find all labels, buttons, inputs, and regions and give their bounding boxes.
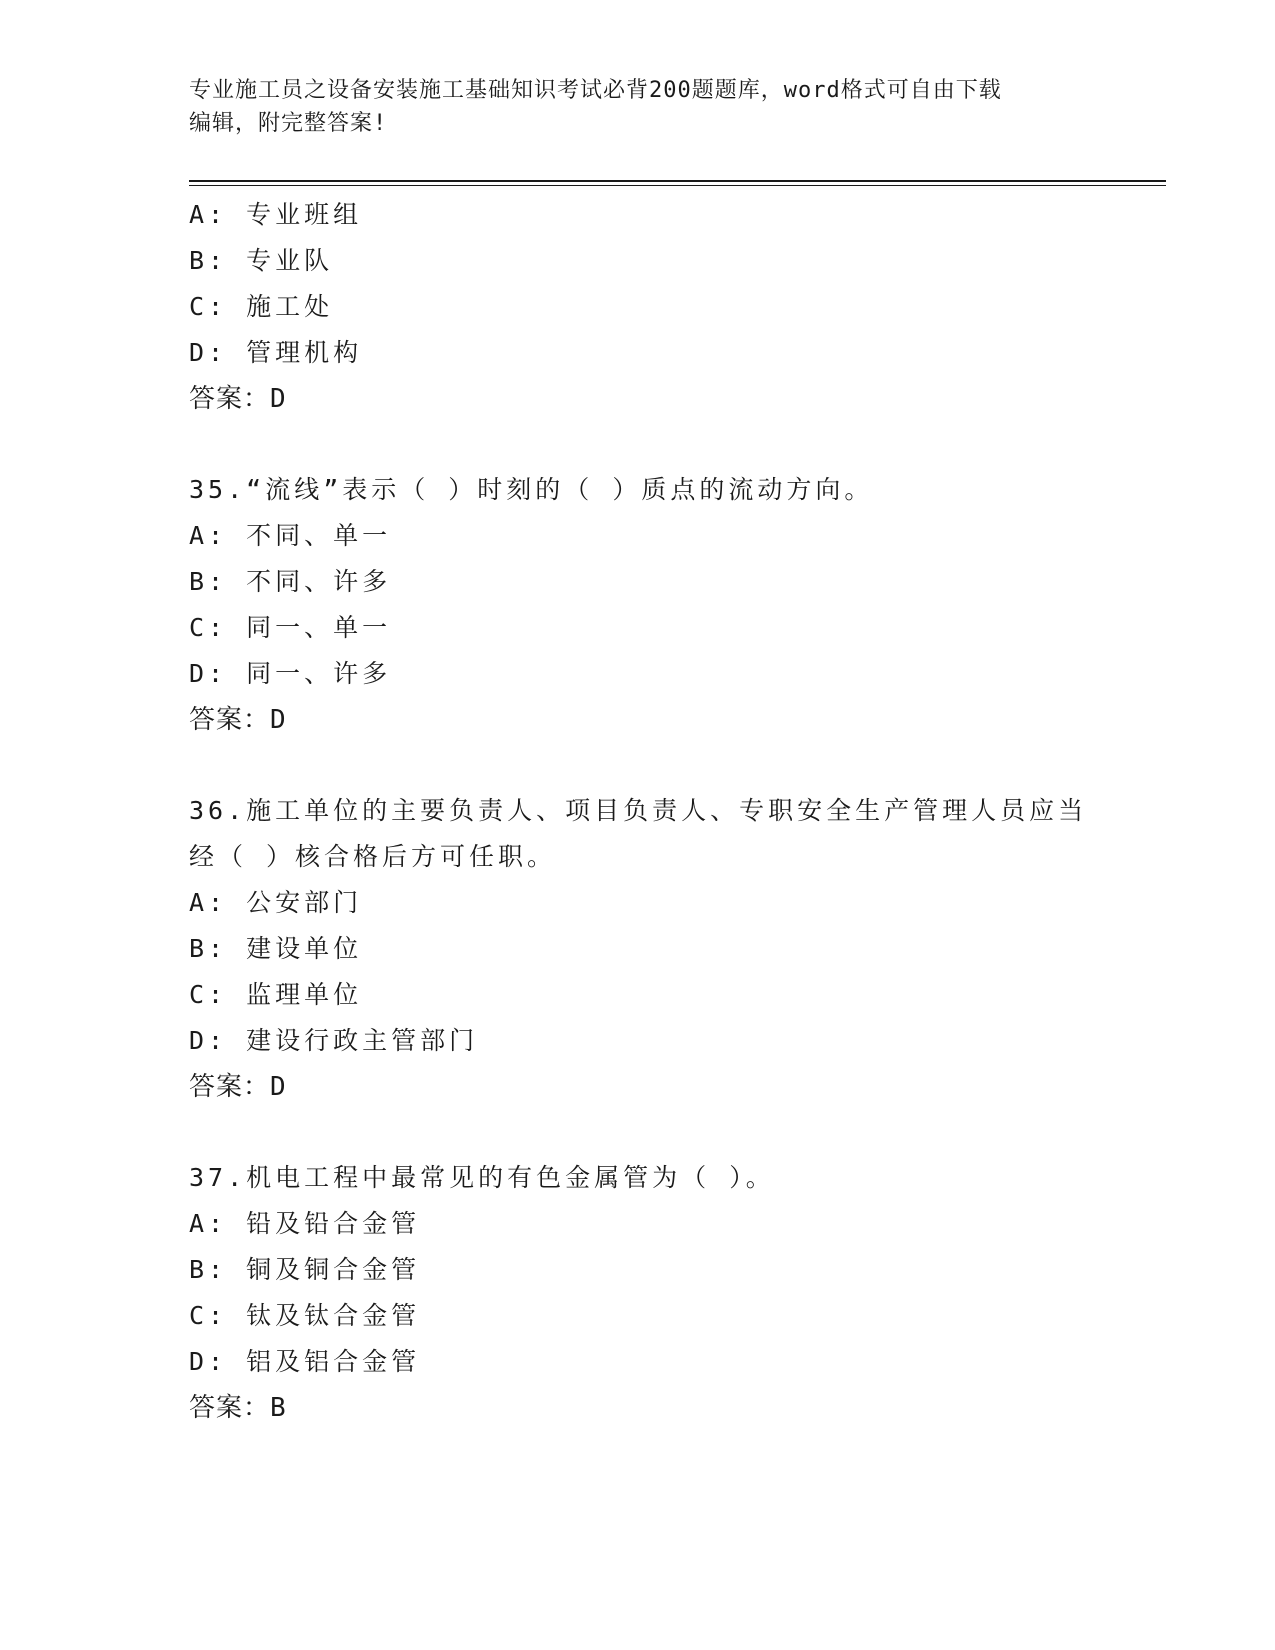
option-a: A: 公安部门	[189, 888, 363, 917]
question-36	[189, 788, 1169, 1110]
answer: 答案：D	[189, 384, 287, 414]
option-d: D: 管理机构	[189, 338, 363, 367]
question-35	[189, 467, 1169, 743]
question-stem-line2: 经（ ）核合格后方可任职。	[189, 842, 557, 871]
option-a: A: 专业班组	[189, 200, 363, 229]
option-a: A: 不同、单一	[189, 521, 392, 550]
option-b: B: 不同、许多	[189, 567, 392, 596]
option-b: B: 铜及铜合金管	[189, 1255, 421, 1284]
option-b: B: 专业队	[189, 246, 334, 275]
option-d: D: 建设行政主管部门	[189, 1026, 479, 1055]
question-stem: 37.机电工程中最常见的有色金属管为（ ）。	[189, 1163, 775, 1192]
option-b: B: 建设单位	[189, 934, 363, 963]
answer: 答案：D	[189, 705, 287, 735]
question-37	[189, 1155, 1169, 1431]
option-c: C: 同一、单一	[189, 613, 392, 642]
question-stem-line1: 36.施工单位的主要负责人、项目负责人、专职安全生产管理人员应当	[189, 796, 1088, 825]
question-list	[189, 192, 1169, 1431]
header-title-line1: 专业施工员之设备安装施工基础知识考试必背200题题库，word格式可自由下载	[189, 78, 1002, 103]
option-c: C: 监理单位	[189, 980, 363, 1009]
option-d: D: 铝及铝合金管	[189, 1347, 421, 1376]
answer: 答案：D	[189, 1072, 287, 1102]
header-divider-top	[189, 180, 1166, 182]
document-header	[189, 74, 1089, 140]
question-34	[189, 192, 1169, 422]
header-divider-bottom	[189, 185, 1166, 186]
question-stem: 35.“流线”表示（ ）时刻的（ ）质点的流动方向。	[189, 475, 874, 504]
header-title-line2: 编辑，附完整答案!	[189, 111, 388, 136]
option-d: D: 同一、许多	[189, 659, 392, 688]
option-a: A: 铅及铅合金管	[189, 1209, 421, 1238]
option-c: C: 钛及钛合金管	[189, 1301, 421, 1330]
answer: 答案：B	[189, 1393, 287, 1423]
option-c: C: 施工处	[189, 292, 334, 321]
